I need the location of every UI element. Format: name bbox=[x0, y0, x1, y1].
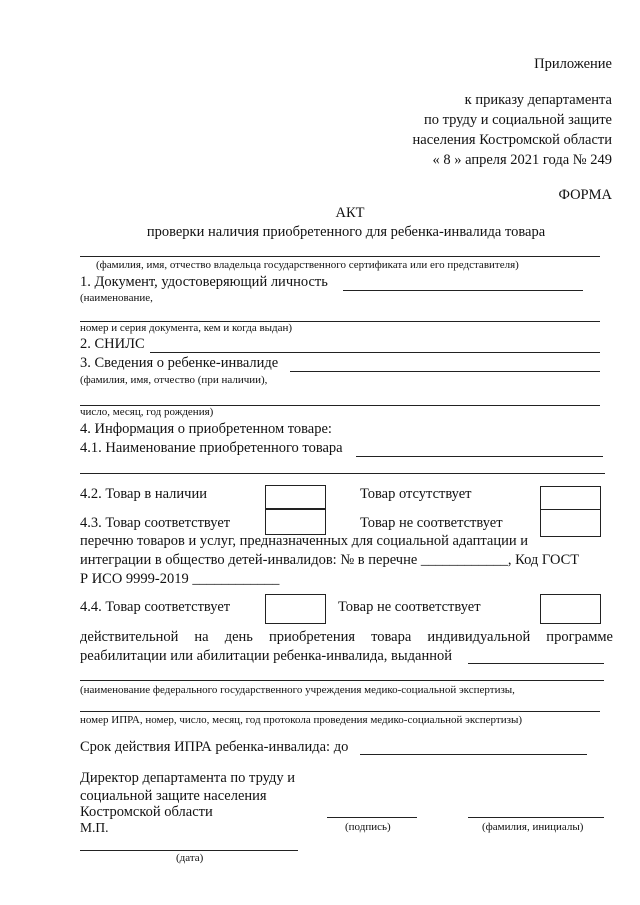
child-hint-2: число, месяц, год рождения) bbox=[80, 406, 214, 418]
name-hint: (фамилия, инициалы) bbox=[482, 821, 584, 833]
director-line-1: Директор департамента по труду и bbox=[80, 770, 295, 786]
ipra-hint-1: (наименование федерального государственного учреждения медико-социальной экспертизы, bbox=[80, 684, 515, 696]
not-matches2-checkbox[interactable] bbox=[540, 594, 601, 624]
goods-name-line-2[interactable] bbox=[80, 473, 605, 474]
matches-label: 4.3. Товар соответствует bbox=[80, 515, 231, 531]
not-matches-checkbox[interactable] bbox=[540, 509, 601, 537]
stamp-label: М.П. bbox=[80, 820, 109, 835]
matches2-checkbox[interactable] bbox=[265, 594, 326, 624]
child-label: 3. Сведения о ребенке-инвалиде bbox=[80, 355, 279, 371]
matches-checkbox[interactable] bbox=[265, 509, 326, 535]
act-subtitle: проверки наличия приобретенного для ребенка-инвалида товара bbox=[146, 224, 546, 240]
date-line[interactable] bbox=[80, 850, 298, 851]
program-text-1: действительной на день приобретения товара индивидуальной программе bbox=[80, 629, 613, 645]
program-text-2: реабилитации или абилитации ребенка-инвалида, выданной bbox=[80, 648, 452, 664]
child-hint-1: (фамилия, имя, отчество (при наличии), bbox=[80, 374, 268, 386]
snils-label: 2. СНИЛС bbox=[80, 336, 145, 352]
not-matches2-label: Товар не соответствует bbox=[338, 599, 481, 615]
in-stock-checkbox[interactable] bbox=[265, 485, 326, 509]
child-line[interactable] bbox=[290, 371, 600, 372]
goods-name-line[interactable] bbox=[356, 456, 603, 457]
act-title: АКТ bbox=[335, 205, 365, 221]
absent-checkbox[interactable] bbox=[540, 486, 601, 510]
ipra-line-2[interactable] bbox=[80, 711, 600, 712]
goods-label: 4. Информация о приобретенном товаре: bbox=[80, 421, 332, 437]
date-hint: (дата) bbox=[176, 852, 204, 864]
order-line-3: населения Костромской области bbox=[412, 132, 612, 148]
in-stock-label: 4.2. Товар в наличии bbox=[80, 486, 207, 502]
owner-line[interactable] bbox=[80, 256, 600, 257]
list-text-3: Р ИСО 9999-2019 ____________ bbox=[80, 571, 280, 587]
order-line-4: « 8 » апреля 2021 года № 249 bbox=[432, 152, 612, 168]
matches2-label: 4.4. Товар соответствует bbox=[80, 599, 231, 615]
ipra-line-1[interactable] bbox=[80, 680, 604, 681]
signature-hint: (подпись) bbox=[345, 821, 391, 833]
validity-line[interactable] bbox=[360, 754, 587, 755]
signature-line[interactable] bbox=[327, 817, 417, 818]
goods-name-label: 4.1. Наименование приобретенного товара bbox=[80, 440, 343, 456]
document-hint-2: номер и серия документа, кем и когда выдан) bbox=[80, 322, 293, 334]
order-line-1: к приказу департамента bbox=[464, 92, 612, 108]
absent-label: Товар отсутствует bbox=[360, 486, 472, 502]
not-matches-label: Товар не соответствует bbox=[360, 515, 503, 531]
program-issuer-line[interactable] bbox=[468, 663, 604, 664]
order-line-2: по труду и социальной защите bbox=[423, 112, 612, 128]
director-line-3: Костромской области bbox=[80, 804, 213, 820]
form-label: ФОРМА bbox=[558, 187, 612, 203]
name-line[interactable] bbox=[468, 817, 604, 818]
validity-label: Срок действия ИПРА ребенка-инвалида: до bbox=[80, 739, 349, 755]
list-text-2: интеграции в общество детей-инвалидов: № в перечне ____________, Код ГОСТ bbox=[80, 552, 580, 568]
document-line[interactable] bbox=[343, 290, 583, 291]
ipra-hint-2: номер ИПРА, номер, число, месяц, год протокола проведения медико-социальной экспертизы) bbox=[80, 714, 523, 726]
appendix-label: Приложение bbox=[534, 56, 612, 72]
document-label: 1. Документ, удостоверяющий личность bbox=[80, 274, 328, 290]
snils-line[interactable] bbox=[150, 352, 600, 353]
list-text-1: перечню товаров и услуг, предназначенных для социальной адаптации и bbox=[80, 533, 528, 549]
director-line-2: социальной защите населения bbox=[80, 788, 267, 804]
document-hint-1: (наименование, bbox=[80, 292, 153, 304]
owner-hint: (фамилия, имя, отчество владельца государственного сертификата или его представителя) bbox=[96, 259, 519, 271]
